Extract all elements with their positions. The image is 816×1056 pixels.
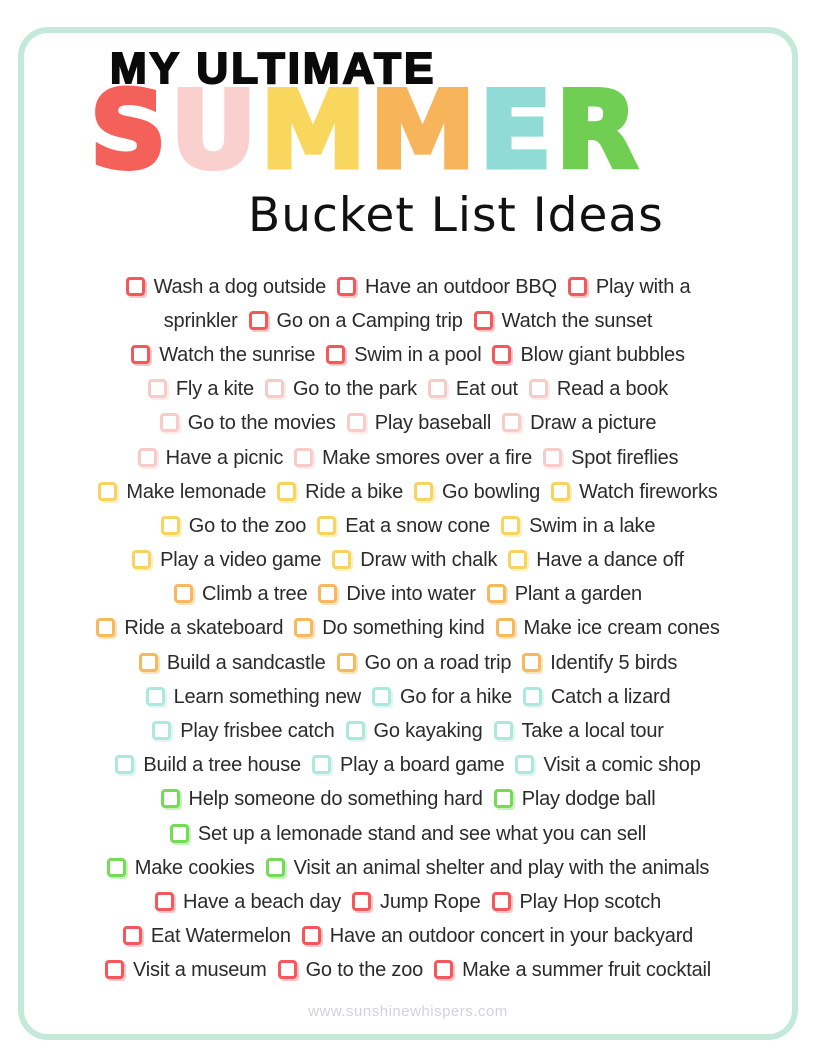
list-item (126, 276, 326, 299)
item-label: Spot fireflies (571, 446, 679, 469)
list-line (40, 578, 776, 612)
checkbox-icon (502, 413, 521, 432)
checkbox-icon (414, 482, 433, 501)
list-line (40, 680, 776, 714)
item-label: Go for a hike (400, 685, 512, 708)
checkbox-icon (152, 721, 171, 740)
item-label: Plant a garden (514, 583, 642, 606)
list-item (277, 481, 403, 504)
item-label: Ride a bike (305, 480, 403, 503)
list-item (174, 583, 307, 606)
list-item (152, 720, 334, 743)
list-item (294, 617, 484, 640)
list-item (318, 583, 475, 606)
item-label: Go to the zoo (305, 959, 424, 982)
checkbox-icon (496, 618, 515, 637)
bucket-list (40, 270, 776, 988)
list-item (523, 686, 670, 709)
list-line (40, 441, 776, 475)
checkbox-icon (277, 482, 296, 501)
item-label: Go on a Camping trip (276, 309, 463, 332)
list-item (352, 891, 480, 914)
list-item (494, 788, 656, 811)
summer-letter: S (90, 69, 171, 192)
list-line (40, 885, 776, 919)
list-item (337, 652, 512, 675)
list-line (40, 544, 776, 578)
checkbox-icon (487, 584, 506, 603)
item-label: Make cookies (134, 856, 255, 879)
list-item (428, 378, 518, 401)
item-label: Go kayaking (373, 720, 483, 743)
footer-url: www.sunshinewhispers.com (308, 1003, 508, 1020)
list-item (170, 823, 646, 846)
item-label: Make ice cream cones (523, 617, 720, 640)
item-label: Play with a (595, 275, 691, 298)
checkbox-icon (294, 618, 313, 637)
checkbox-icon (294, 448, 313, 467)
list-line (40, 373, 776, 407)
item-label: Read a book (556, 378, 669, 401)
item-label: Catch a lizard (550, 685, 671, 708)
list-item (414, 481, 540, 504)
item-label: Play a board game (339, 754, 505, 777)
list-item (161, 515, 306, 538)
checkbox-icon (161, 516, 180, 535)
list-line (40, 509, 776, 543)
item-label: Make lemonade (126, 480, 267, 503)
list-line (40, 475, 776, 509)
item-label: Go to the movies (187, 412, 336, 435)
list-item (131, 344, 315, 367)
checkbox-icon (318, 584, 337, 603)
summer-letter: U (170, 69, 261, 192)
checkbox-icon (278, 960, 297, 979)
checkbox-icon (170, 824, 189, 843)
list-item (107, 857, 255, 880)
summer-letter: M (369, 69, 480, 192)
item-label: Take a local tour (521, 720, 664, 743)
list-item (266, 857, 710, 880)
list-item (332, 549, 497, 572)
list-item (346, 720, 483, 743)
item-label: Build a tree house (143, 754, 301, 777)
list-item (529, 378, 668, 401)
list-item (115, 754, 301, 777)
item-label: Go bowling (442, 480, 541, 503)
list-item (496, 617, 720, 640)
checkbox-icon (265, 379, 284, 398)
item-label: Go to the park (292, 378, 417, 401)
page-subtitle: Bucket List Ideas (248, 188, 664, 243)
checkbox-icon (332, 550, 351, 569)
checkbox-icon (492, 345, 511, 364)
item-label: Have a picnic (165, 446, 284, 469)
item-label: Wash a dog outside (153, 275, 327, 298)
list-line (40, 851, 776, 885)
item-label: Watch the sunrise (159, 343, 316, 366)
checkbox-icon (146, 687, 165, 706)
checkbox-icon (138, 448, 157, 467)
item-label: Watch the sunset (501, 309, 653, 332)
item-label: Visit a comic shop (543, 754, 701, 777)
item-label: Play a video game (160, 549, 322, 572)
checkbox-icon (302, 926, 321, 945)
list-line (40, 407, 776, 441)
checkbox-icon (161, 789, 180, 808)
list-item (543, 447, 678, 470)
item-label: Visit a museum (133, 959, 267, 982)
item-label: Draw with chalk (360, 549, 498, 572)
item-label: Fly a kite (175, 378, 254, 401)
list-item (132, 549, 321, 572)
checkbox-icon (543, 448, 562, 467)
list-item (160, 412, 336, 435)
checkbox-icon (139, 653, 158, 672)
item-label: Make smores over a fire (322, 446, 533, 469)
list-item (148, 378, 254, 401)
list-line (40, 920, 776, 954)
item-label: Draw a picture (530, 412, 657, 435)
checkbox-icon (347, 413, 366, 432)
item-label: Identify 5 birds (550, 651, 678, 674)
checkbox-icon (508, 550, 527, 569)
list-item (337, 276, 557, 299)
checkbox-icon (160, 413, 179, 432)
list-item (347, 412, 491, 435)
list-item (294, 447, 532, 470)
list-item (138, 447, 283, 470)
list-item (487, 583, 642, 606)
item-label: Ride a skateboard (124, 617, 284, 640)
item-label: Make a summer fruit cocktail (462, 959, 711, 982)
checkbox-icon (123, 926, 142, 945)
list-item (501, 515, 655, 538)
item-label: Eat Watermelon (150, 925, 291, 948)
checkbox-icon (174, 584, 193, 603)
list-item (474, 310, 653, 333)
item-label: Blow giant bubbles (520, 343, 685, 366)
list-item (508, 549, 684, 572)
checkbox-icon (132, 550, 151, 569)
checkbox-icon (105, 960, 124, 979)
item-label: Do something kind (322, 617, 485, 640)
checkbox-icon (474, 311, 493, 330)
list-item (278, 959, 423, 982)
item-label: Swim in a pool (354, 343, 482, 366)
list-item (434, 959, 711, 982)
item-label: Have an outdoor concert in your backyard (329, 925, 694, 948)
summer-letter: E (479, 69, 556, 192)
checkbox-icon (428, 379, 447, 398)
item-label: Learn something new (173, 685, 362, 708)
checkbox-icon (494, 721, 513, 740)
checkbox-icon (96, 618, 115, 637)
checkbox-icon (115, 755, 134, 774)
item-label: Have an outdoor BBQ (365, 275, 557, 298)
item-label: Help someone do something hard (188, 788, 483, 811)
checkbox-icon (551, 482, 570, 501)
checkbox-icon (352, 892, 371, 911)
item-label: Watch fireworks (579, 480, 718, 503)
list-item (492, 344, 684, 367)
checkbox-icon (249, 311, 268, 330)
item-label: Swim in a lake (529, 514, 656, 537)
list-item (522, 652, 677, 675)
item-label-continuation: sprinkler (163, 309, 238, 332)
list-item (302, 925, 693, 948)
item-label: Eat a snow cone (345, 514, 491, 537)
list-item (123, 925, 291, 948)
item-label: Play baseball (374, 412, 492, 435)
list-line (40, 783, 776, 817)
list-item (249, 310, 463, 333)
checkbox-icon (326, 345, 345, 364)
list-line (40, 646, 776, 680)
list-line (40, 954, 776, 988)
summer-letter: M (260, 69, 370, 192)
list-line (40, 749, 776, 783)
list-item (372, 686, 512, 709)
list-item (492, 891, 662, 914)
checkbox-icon (317, 516, 336, 535)
list-item (494, 720, 664, 743)
list-item (568, 276, 691, 299)
list-item (98, 481, 266, 504)
list-item (265, 378, 417, 401)
item-label: Go to the zoo (188, 514, 307, 537)
list-item (155, 891, 341, 914)
item-label: Climb a tree (201, 583, 308, 606)
checkbox-icon (337, 277, 356, 296)
item-label: Dive into water (346, 583, 476, 606)
list-item (146, 686, 361, 709)
list-line (40, 714, 776, 748)
list-item (312, 754, 504, 777)
checkbox-icon (515, 755, 534, 774)
checkbox-icon (148, 379, 167, 398)
checkbox-icon (107, 858, 126, 877)
list-item (317, 515, 490, 538)
checkbox-icon (523, 687, 542, 706)
item-label: Play Hop scotch (519, 890, 662, 913)
checkbox-icon (155, 892, 174, 911)
item-label: Visit an animal shelter and play with the animals (293, 856, 710, 879)
list-line (40, 304, 776, 338)
list-line (40, 817, 776, 851)
checkbox-icon (434, 960, 453, 979)
list-line (40, 612, 776, 646)
summer-letter: R (555, 69, 642, 192)
checkbox-icon (126, 277, 145, 296)
item-label: Jump Rope (380, 890, 481, 913)
item-label: Set up a lemonade stand and see what you can sell (197, 822, 647, 845)
checkbox-icon (372, 687, 391, 706)
checkbox-icon (131, 345, 150, 364)
checkbox-icon (266, 858, 285, 877)
checkbox-icon (501, 516, 520, 535)
item-label: Build a sandcastle (166, 651, 326, 674)
kicker-title: MY ULTIMATE (110, 44, 437, 93)
list-item (551, 481, 718, 504)
checkbox-icon (492, 892, 511, 911)
checkbox-icon (568, 277, 587, 296)
checkbox-icon (346, 721, 365, 740)
checkbox-icon (337, 653, 356, 672)
checkbox-icon (494, 789, 513, 808)
checkbox-icon (529, 379, 548, 398)
item-label: Play frisbee catch (180, 720, 335, 743)
item-label: Have a dance off (536, 549, 684, 572)
summer-wordmark (90, 69, 642, 192)
list-item (105, 959, 267, 982)
list-item (96, 617, 283, 640)
list-item (161, 788, 483, 811)
list-line (40, 270, 776, 304)
list-item (139, 652, 326, 675)
item-label: Have a beach day (182, 890, 342, 913)
checkbox-icon (98, 482, 117, 501)
checkbox-icon (312, 755, 331, 774)
checkbox-icon (522, 653, 541, 672)
item-label: Go on a road trip (364, 651, 512, 674)
list-item (326, 344, 481, 367)
list-line (40, 338, 776, 372)
item-label: Play dodge ball (521, 788, 656, 811)
item-label: Eat out (455, 378, 518, 401)
list-item (515, 754, 700, 777)
list-item (502, 412, 656, 435)
